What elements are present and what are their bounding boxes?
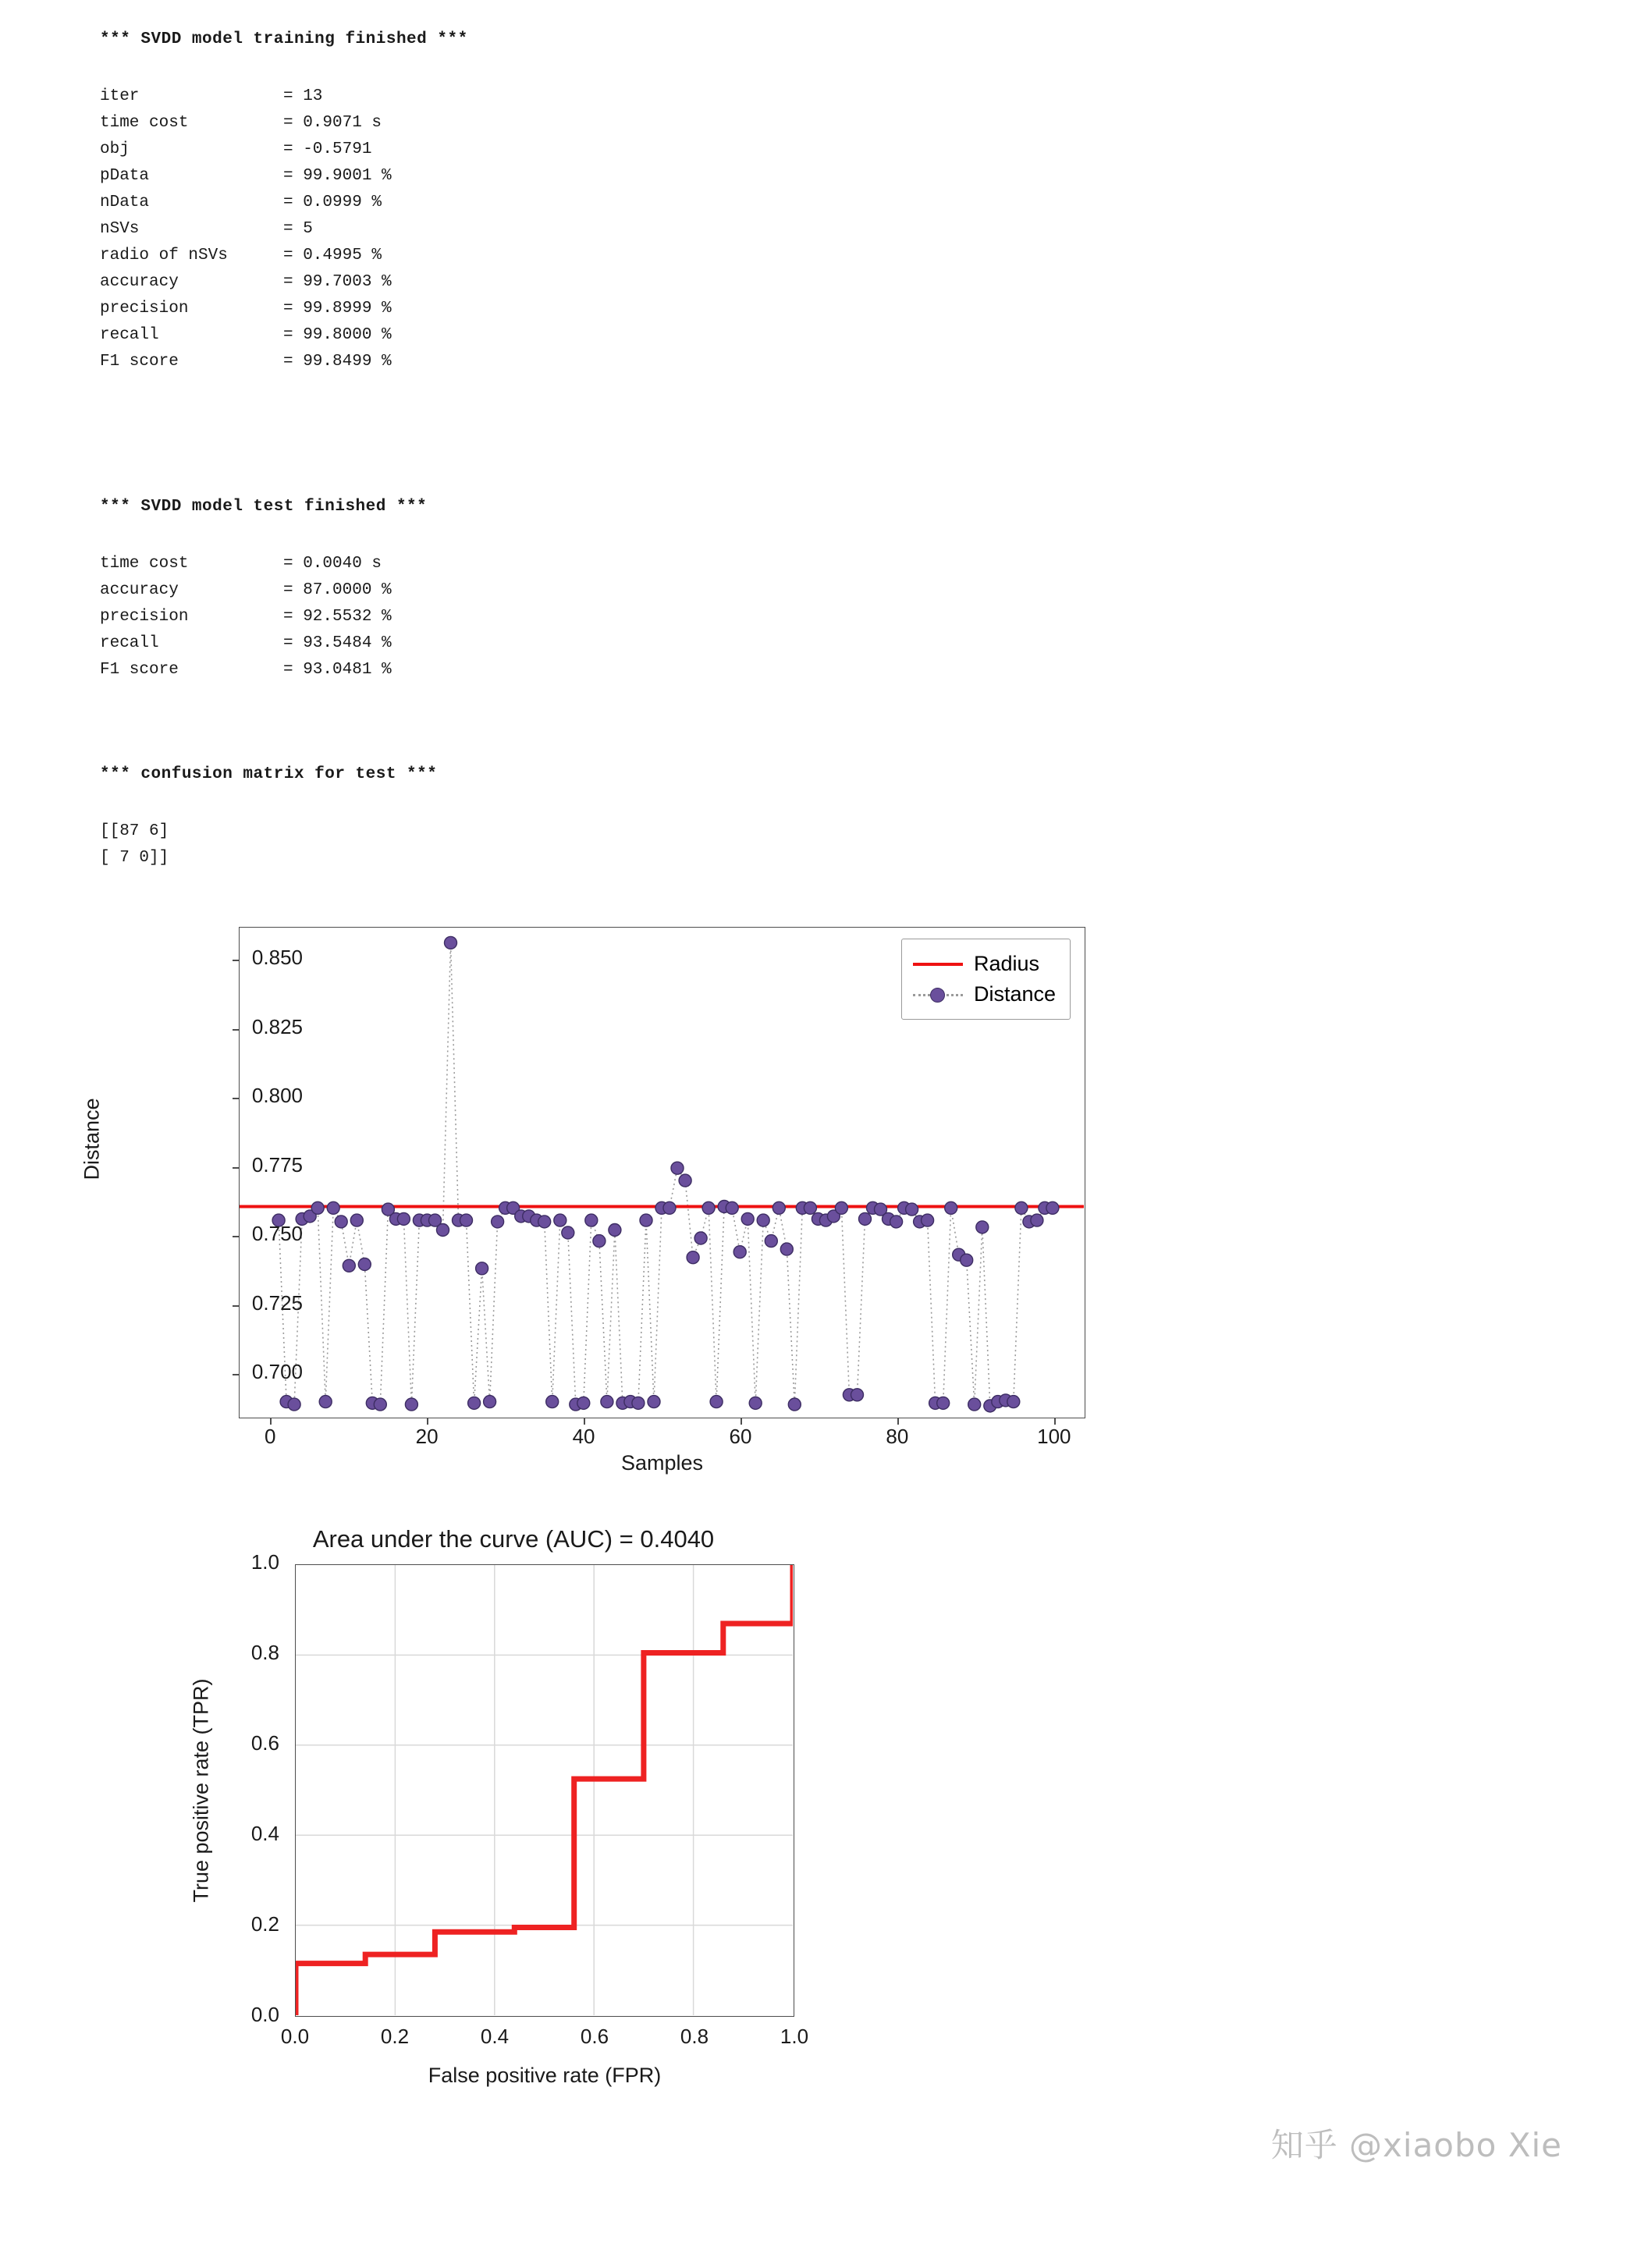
axis-tick-label: 0.4 (250, 1822, 279, 1845)
axis-tick-label: 80 (886, 1425, 909, 1448)
metric-row: time cost = 0.9071 s (100, 114, 382, 132)
axis-tick-label: 0.2 (250, 1912, 279, 1936)
axis-tick-mark (741, 1418, 742, 1425)
metric-row: accuracy = 99.7003 % (100, 273, 392, 291)
axis-tick-label: 0.2 (380, 2025, 410, 2048)
distance-chart-ylabel: Distance (80, 1098, 104, 1180)
metric-row: pData = 99.9001 % (100, 167, 392, 185)
axis-tick-label: 0.4 (480, 2025, 510, 2048)
test-metrics-list (100, 555, 958, 688)
distance-chart-legend (901, 939, 1071, 1020)
axis-tick-mark (233, 960, 240, 961)
distance-marker-icon (913, 988, 963, 1002)
metric-row: nSVs = 5 (100, 220, 313, 238)
metric-row: F1 score = 99.8499 % (100, 353, 392, 371)
axis-tick-label: 100 (1037, 1425, 1071, 1448)
distance-chart (80, 905, 1114, 1498)
axis-tick-label: 0.6 (250, 1731, 279, 1755)
axis-tick-label: 0.8 (250, 1641, 279, 1664)
axis-tick-mark (427, 1418, 428, 1425)
metric-row: recall = 99.8000 % (100, 326, 392, 344)
axis-tick-label: 40 (572, 1425, 595, 1448)
confusion-matrix-header: *** confusion matrix for test *** (100, 765, 438, 783)
axis-tick-label: 1.0 (250, 1550, 279, 1574)
confusion-matrix-row: [[87 6] (100, 822, 169, 840)
axis-tick-label: 20 (415, 1425, 439, 1448)
axis-tick-label: 0.725 (251, 1290, 303, 1315)
axis-tick-mark (233, 1167, 240, 1169)
roc-chart-ylabel: True positive rate (TPR) (189, 1678, 213, 1903)
metric-row: iter = 13 (100, 87, 323, 105)
axis-tick-label: 0.0 (250, 2003, 279, 2026)
axis-tick-mark (1054, 1418, 1056, 1425)
axis-tick-mark (233, 1305, 240, 1307)
metric-row: accuracy = 87.0000 % (100, 581, 392, 599)
console-output (100, 31, 958, 876)
axis-tick-mark (233, 1029, 240, 1031)
axis-tick-mark (897, 1418, 899, 1425)
axis-tick-label: 0.775 (251, 1152, 303, 1177)
metric-row: radio of nSVs = 0.4995 % (100, 247, 382, 264)
axis-tick-label: 0.0 (280, 2025, 310, 2048)
axis-tick-label: 0.700 (251, 1360, 303, 1384)
axis-tick-label: 0.6 (580, 2025, 609, 2048)
axis-tick-label: 0.850 (251, 946, 303, 970)
test-header: *** SVDD model test finished *** (100, 498, 428, 516)
radius-line-icon (913, 963, 963, 966)
distance-plot-area (239, 927, 1085, 1418)
distance-chart-xlabel: Samples (620, 1451, 704, 1475)
roc-chart-title: Area under the curve (AUC) = 0.4040 (312, 1525, 715, 1553)
metric-row: F1 score = 93.0481 % (100, 661, 392, 679)
roc-chart (100, 1525, 880, 2181)
metric-row: precision = 99.8999 % (100, 300, 392, 318)
axis-tick-label: 0.750 (251, 1222, 303, 1246)
metric-row: obj = -0.5791 (100, 140, 372, 158)
axis-tick-label: 60 (729, 1425, 752, 1448)
training-header: *** SVDD model training finished *** (100, 30, 468, 48)
axis-tick-label: 0.825 (251, 1014, 303, 1038)
axis-tick-label: 1.0 (780, 2025, 809, 2048)
axis-tick-label: 0.8 (680, 2025, 709, 2048)
legend-item-distance: Distance (913, 979, 1056, 1010)
watermark: 知乎 @xiaobo Xie (1270, 2126, 1562, 2164)
roc-series-svg (296, 1565, 793, 2015)
metric-row: recall = 93.5484 % (100, 634, 392, 652)
metric-row: precision = 92.5532 % (100, 608, 392, 626)
axis-tick-mark (270, 1418, 272, 1425)
axis-tick-mark (233, 1374, 240, 1375)
axis-tick-mark (233, 1098, 240, 1099)
legend-item-radius: Radius (913, 949, 1056, 979)
axis-tick-mark (233, 1236, 240, 1237)
axis-tick-mark (584, 1418, 585, 1425)
confusion-matrix-row: [ 7 0]] (100, 849, 169, 867)
axis-tick-label: 0 (264, 1425, 276, 1448)
training-metrics-list (100, 88, 958, 380)
roc-chart-xlabel: False positive rate (FPR) (428, 2064, 662, 2087)
roc-plot-area (295, 1564, 794, 2017)
axis-tick-label: 0.800 (251, 1084, 303, 1108)
metric-row: nData = 0.0999 % (100, 193, 382, 211)
metric-row: time cost = 0.0040 s (100, 555, 382, 573)
